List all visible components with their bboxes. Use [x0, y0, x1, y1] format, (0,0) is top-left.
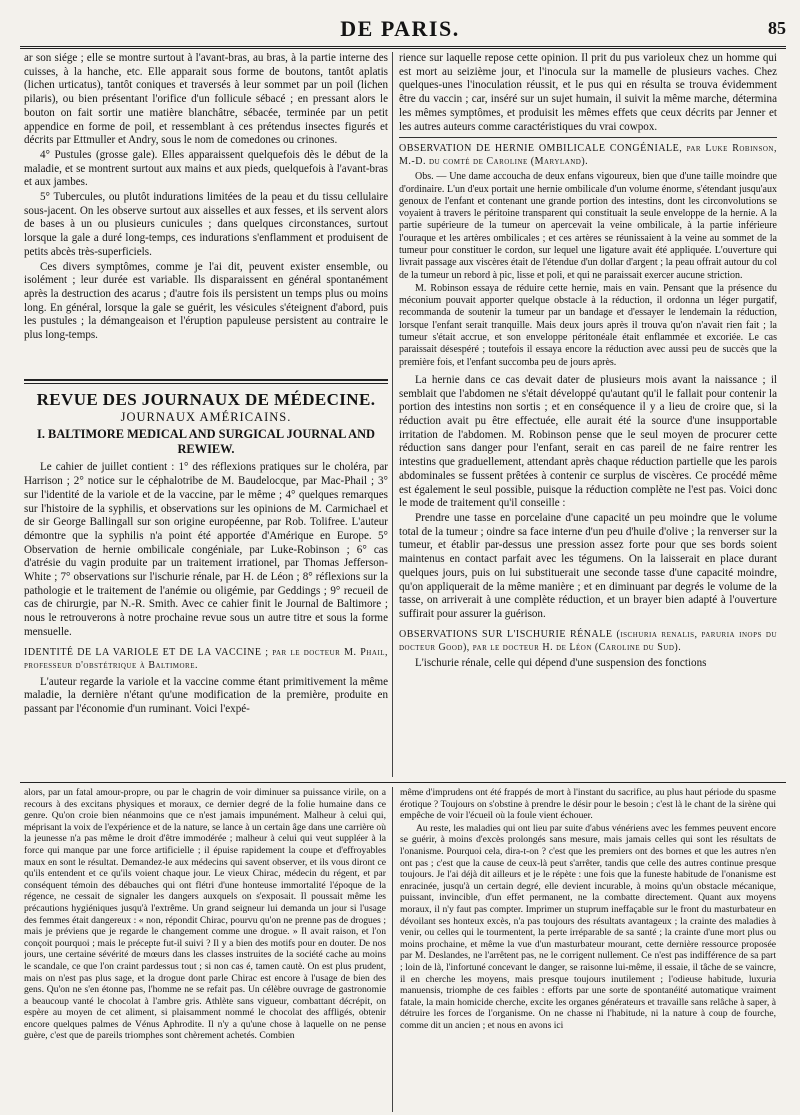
page-number: 85	[768, 18, 786, 38]
footer-left-column	[24, 787, 386, 1112]
footer-paragraph: alors, par un fatal amour-propre, ou par le chagrin de voir diminuer sa puissance virile, on a recours à des excitans physiques et moraux, ce dernier degré de la folie humaine dans ce genre. Qu'on croie bien néanmoins que ce n'est jamais impunément. Malheur à celui qui, méprisant la voix de l'expérience et de la nature, se lance à un certain âge dans une carrière où la jeunesse n'a pas même le droit d'être immodérée ; malheur à celui qui veut suppléer à la force qui manque par une force artificielle ; il épuise rapidement la coupe et d'effroyables maux en sont le résultat. Demandez-le aux médecins qui savent observer, et ils vous diront ce qu'ils entendent et ce qu'ils voient chaque jour. Le vieux Chirac, médecin du régent, et par conséquent témoin des débauches qui ont flétri d'une honteuse immortalité l'époque de la régence, ne cessait de signaler les dangers auxquels on s'exposait. Il poussait même les précautions hygiéniques jusqu'à l'extrême. Un grand seigneur lui demanda un jour si l'usage des femmes était dangereux : « non, répondit Chirac, pourvu qu'on ne prenne pas de drogues ; mais je préviens que je regarde le changement comme une drogue. » Il avait raison, et l'on conçoit pourquoi ; mais le précepte fut-il suivi ? Il y a bien des motifs pour en douter. De nos jours, une certaine sévérité de mœurs dans les classes instruites de la société cache au moins le scandale, ce que l'on craint pardessus tout ; si non cas é, tamen cautè. On est plus prudent, mais on n'est pas plus sage, et la drogue dont parle Chirac est encore à l'usage de bien des gens. Qu'on ne s'en étonne pas, l'homme ne se refait pas. Un célèbre ouvrage de gastronomie a beaucoup vanté le chocolat à l'ambre gris. Athlète sans vigueur, combattant décrépit, on espère au moyen de cet aliment, si plaisamment nommé le chocolat des affligés, obtenir encore quelques palmes de Vénus Aphrodite. Il n'y a qu'une chose à laquelle on ne pense guère, c'est que de pareils triomphes sont chèrement achetés. Combien	[24, 787, 386, 1042]
observation-paragraph: Obs. — Une dame accoucha de deux enfans vigoureux, bien que d'une taille moindre que d'ordinaire. L'un d'eux portait une hernie ombilicale d'un volume énorme, s'étendant jusqu'aux genoux de l'enfant et contenant une grande portion des intestins, dont les circonvolutions se voyaient à travers le péritoine transparent qui constituait la seule enveloppe de la hernie. A la partie supérieure de la tumeur on apercevait la veine ombilicale, à la partie inférieure l'ouraque et les artères ombilicales ; et ces artères se réunissaient à la veine au sommet de la tumeur pour constituer le cordon, sur lequel une ligature avait été appliquée. L'ouverture qui livrait passage aux viscères était de l'étendue d'un dollar d'argent ; la peau offrait autour du col de la tumeur un rebord à pic, lisse et poli, et qui ne paraissait exercer aucune striction.	[399, 171, 777, 281]
footer-paragraph: même d'imprudens ont été frappés de mort à l'instant du sacrifice, au plus haut période du spasme érotique ? Toujours on s'obstine à prendre le désir pour le besoin ; c'est là le chant de la sirène qui empêche de voir l'écueil où la foule vient échouer.	[400, 787, 776, 822]
left-column-revue	[24, 389, 388, 773]
header-rule	[20, 46, 786, 49]
footer-rule	[20, 782, 786, 783]
footer-right-column	[400, 787, 776, 1112]
paragraph: ar son siége ; elle se montre surtout à l'avant-bras, au bras, à la partie interne des cuisses, à la hanche, etc. Elle apparait sous forme de boutons, tantôt aplatis (lichen urticatus), tantôt coniques et traversés à leur sommet par un poil (lichen pilaris), ou bien présentant l'orifice d'un follicule sébacé ; en pressant alors le bouton on fait sortir une matière blanchâtre, sébacée, terminée par un petit appendice en forme de poil, et ressemblant à ces prétendus insectes figurés et décrits par Ettmuller et Andry, sous le nom de comedones ou crinones.	[24, 52, 388, 147]
article-heading: OBSERVATIONS SUR L'ISCHURIE RÉNALE (ischuria renalis, paruria inops du docteur Good), par le docteur H. de Léon (Caroline du Sud).	[399, 628, 777, 653]
paragraph: 4° Pustules (grosse gale). Elles apparaissent quelquefois dès le début de la maladie, et se montrent surtout aux mains et aux pieds, quelquefois à l'avant-bras et aux jambes.	[24, 148, 388, 189]
article-heading: IDENTITÉ DE LA VARIOLE ET DE LA VACCINE ; par le docteur M. Phail, professeur d'obstétrique à Baltimore.	[24, 646, 388, 671]
footer-column-divider	[392, 787, 393, 1112]
paragraph: 5° Tubercules, ou plutôt indurations limitées de la peau et du tissu cellulaire sous-jacent. On les observe surtout aux aisselles et aux fesses, et ils servent alors de bases à un ou plusieurs cunicules ; dans quelques circonstances, surtout lorsque la gale a duré long-temps, ces indurations s'enflamment et produisent de petits abcès très-superficiels.	[24, 191, 388, 258]
page-header	[0, 14, 800, 48]
observation-paragraph: M. Robinson essaya de réduire cette hernie, mais en vain. Pensant que la présence du méconium pouvait apporter quelque obstacle à la réduction, il ordonna un léger purgatif, recommanda de soutenir la tumeur par un bandage et d'essayer le lendemain la réduction, lorsque l'enfant serait tranquille. Mais deux jours après il trouva qu'on n'avait rien fait ; la tumeur s'était accrue, et son enveloppe péritonéale était enflammée et excoriée. Le cas paraissait désespéré ; toutefois il essaya encore la réduction avec aussi peu de succès que la première fois, et l'enfant succomba peu de jours après.	[399, 282, 777, 368]
paragraph: rience sur laquelle repose cette opinion. Il prit du pus varioleux chez un homme qui est mort au seizième jour, et l'inocula sur la mamelle de plusieurs vaches. Chez quelques-unes l'inoculation réussit, et le pus qui en résulta se trouva évidemment être du vaccin ; car, inséré sur un sujet humain, il suivit la même marche, détermina les mêmes symptômes, et produisit les mêmes effets que ceux décrits par Jenner et les autres auteurs comme caractéristiques du vrai cowpox.	[399, 52, 777, 133]
article-rule	[399, 137, 777, 138]
paragraph: Le cahier de juillet contient : 1° des réflexions pratiques sur le choléra, par Harrison ; 2° notice sur le céphalotribe de M. Baudelocque, par Mac-Phail ; 3° sur l'identité de la variole et de la vaccine, par le même ; 4° quelques remarques sur l'histoire de la syphilis, et observations sur les opinions de M. Carmichael et de sir George Ballingall sur son origine européenne, par Rob. Tolifree. L'auteur démontre que la syphilis n'a point été apportée d'Amérique en Europe. 5° Observation de hernie ombilicale congéniale, par Luke-Robinson ; 6° cas d'atrésie du vagin produite par un traitement irrationel, par Thomas Jefferson-White ; 7° observations sur l'ischurie rénale, par H. de Léon ; 8° réflexions sur la pathologie et le traitement de l'anémie ou oligémie, par Geddings ; 9° recueil de cas de chirurgie, par N.-R. Smith. Avec ce cahier finit le Journal de Baltimore ; nous le retrouverons à notre prochaine revue sous un autre titre et sous la forme mensuelle.	[24, 461, 388, 638]
column-divider	[392, 52, 393, 777]
revue-title: REVUE DES JOURNAUX DE MÉDECINE.	[36, 390, 376, 409]
right-column	[399, 52, 777, 758]
article-heading: OBSERVATION DE HERNIE OMBILICALE CONGÉNIALE, par Luke Robinson, M.-D. du comté de Caroline (Maryland).	[399, 143, 777, 168]
revue-subtitle: JOURNAUX AMÉRICAINS.	[120, 409, 292, 424]
paragraph: Prendre une tasse en porcelaine d'une capacité un peu moindre que le volume total de la tumeur ; oindre sa face interne d'un peu d'huile d'olive ; la renverser sur la tumeur, et établir par-dessus une pression assez forte pour que ses bords soient maintenus en contact parfait avec les tégumens. On la laisserait en place durant quelques jours, puis on lui substituerait une seconde tasse d'une capacité moindre, qu'on appliquerait de la même manière ; et en diminuant par degrés le volume de la tasse, on arriverait à une complète réduction, et un brayer bien adapté à l'ouverture suffirait pour assurer la guérison.	[399, 512, 777, 620]
section-heading: I. BALTIMORE MEDICAL AND SURGICAL JOURNAL AND REWIEW.	[37, 427, 375, 457]
section-rule	[24, 383, 388, 384]
running-title: DE PARIS.	[340, 16, 460, 41]
footer-paragraph: Au reste, les maladies qui ont lieu par suite d'abus vénériens avec les femmes peuvent encore se guérir, à moins d'excès prolongés sans mesure, mais jamais celles qui sont les résultats de l'onanisme. Pourquoi cela, dira-t-on ? c'est que les premiers ont des bornes et que les autres n'en ont pas ; c'est que la cause de ceux-là peut s'arrêter, tandis que celle des autres continue presque toujours. Je l'ai déjà dit ailleurs et je le répète : une fois que la funeste habitude de l'onanisme est enracinée, jusqu'à un certain degré, elle devient incurable, à moins qu'un obstacle mécanique, puissant, invincible, d'un effet permanent, ne la combatte directement. Quant aux moyens moraux, il n'y faut pas compter. Imprimer un stuprum ineffaçable sur le front du masturbateur en dévoilant ses honteux excès, n'a pas toujours des résultats avantageux ; la crainte des maladies à venir, ou celles qui le tourmentent, la perte irréparable de sa santé ; la crainte d'une mort plus ou moins prochaine, et même la vue d'un masturbateur mourant, cette dernière ressource proposée par M. Deslandes, ne l'arrêtent pas, ne le corrigent nullement. Ce n'est pas indifférence de sa part ; loin de là, l'infortuné concevant le danger, se raisonne lui-même, il essaie, il tâche de se vaincre, il en cherche les moyens, mais presque toujours inutilement ; l'odieuse habitude, luxuria manuensis, triomphe de ces faibles : efforts par une sorte de spontanéité automatique vraiment fatale, la main homicide cherche, excite les organes générateurs et travaille sans relâche à saper, à détruire les forces de l'organisme. On ne chasse ni l'habitude, ni la nature à coup de fourche, comme dit un ancien ; et nous en avons ici	[400, 822, 776, 1031]
section-rule	[24, 379, 388, 381]
left-column-top	[24, 52, 388, 376]
paragraph: L'ischurie rénale, celle qui dépend d'une suspension des fonctions	[415, 656, 707, 669]
paragraph: L'auteur regarde la variole et la vaccine comme étant primitivement la même maladie, la dernière n'étant qu'une modification de la première, produite en passant par l'économie d'un ruminant. Voici l'expé-	[24, 675, 388, 715]
paragraph: Ces divers symptômes, comme je l'ai dit, peuvent exister ensemble, ou isolément ; leur durée est variable. Ils disparaissent en général spontanément après la destruction des acarus ; d'autre fois ils persistent un temps plus ou moins long. En général, lorsque la gale se guérit, les vésicules s'éteignent d'abord, puis les pustules ; la démangeaison et l'éruption papuleuse persistent au contraire le plus long-temps.	[24, 260, 388, 342]
paragraph: La hernie dans ce cas devait dater de plusieurs mois avant la naissance ; il semblait que l'abdomen ne s'était développé qu'autant qu'il le fallait pour contenir la portion des intestins non sortis ; et en conséquence il y a lieu de croire que, si la réduction avait pu être effectuée, elle aurait été la source d'une insupportable irritation de l'abdomen. M. Robinson pense que le seul moyen de procurer cette réduction sans danger pour l'enfant, serait en cas pareil de ne faire rentrer les intestins que graduellement, attendant après chaque réduction partielle que les parois abdominales se fussent prêtées à contenir ce surplus de viscères. Ce procédé même est également le seul possible, puisque la réduction complète ne l'est pas. Voici donc le mode de traitement qu'il conseille :	[399, 373, 777, 510]
